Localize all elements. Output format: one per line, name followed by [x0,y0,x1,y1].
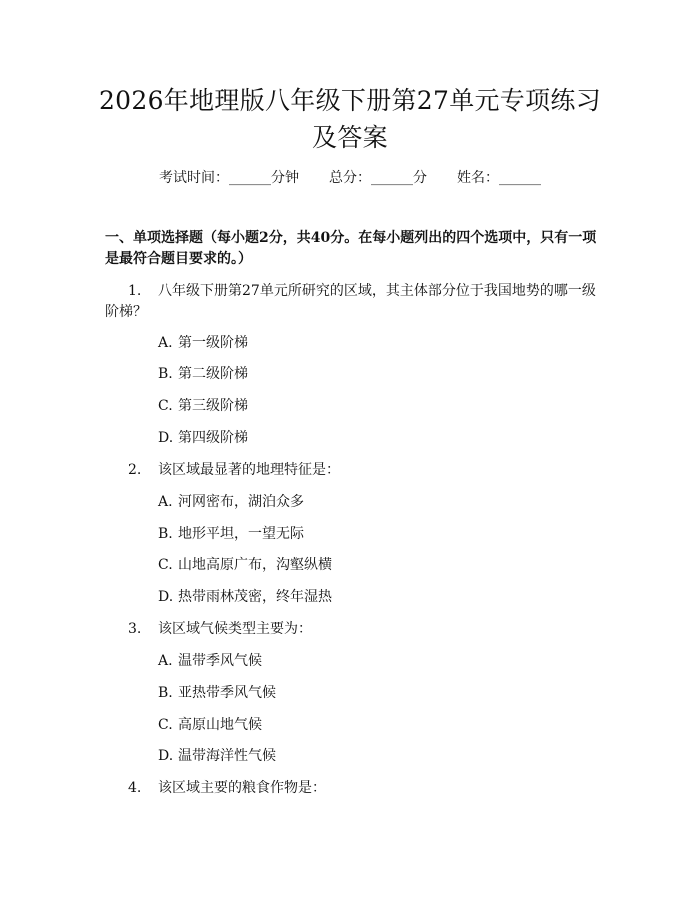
option-letter: B. [158,366,173,382]
question-text: 该区域气候类型主要为： [158,621,312,637]
question-1-continued [105,302,585,323]
option-text: 山地高原广布，沟壑纵横 [178,557,332,573]
exam-time: 考试时间：______分钟 [159,170,299,186]
option-letter: D. [158,748,174,764]
question-number: 3. [128,621,142,637]
option-letter: A. [158,494,173,510]
option-text: 第二级阶梯 [178,366,248,382]
option-letter: C. [158,398,173,414]
document-title: 2026年地理版八年级下册第27单元专项练习及答案 [98,86,602,152]
question-3-option-d [158,746,276,766]
option-text: 温带海洋性气候 [178,748,276,764]
option-letter: B. [158,685,173,701]
option-text: 河网密布，湖泊众多 [178,494,304,510]
question-text: 八年级下册第27单元所研究的区域，其主体部分位于我国地势的哪一级 [158,283,596,299]
question-1-option-b [158,364,248,384]
option-letter: D. [158,589,174,605]
question-1 [128,281,608,302]
option-letter: A. [158,653,173,669]
question-1-option-c [158,396,248,416]
option-letter: A. [158,335,173,351]
option-letter: B. [158,526,173,542]
question-3-option-a [158,651,262,671]
exam-score: 总分：______分 [329,170,427,186]
question-number: 2. [128,462,142,478]
question-2-option-d [158,587,332,607]
option-text: 第四级阶梯 [178,430,248,446]
question-number: 4. [128,780,142,796]
question-1-option-a [158,333,248,353]
exam-meta [0,168,700,188]
question-2 [128,460,608,481]
option-text: 第一级阶梯 [178,335,248,351]
question-2-option-b [158,524,304,544]
option-letter: C. [158,717,173,733]
question-2-option-c [158,555,332,575]
option-text: 第三级阶梯 [178,398,248,414]
option-letter: C. [158,557,173,573]
question-text: 该区域最显著的地理特征是： [158,462,340,478]
question-2-option-a [158,492,304,512]
question-4 [128,778,608,799]
question-3-option-c [158,715,262,735]
option-text: 热带雨林茂密，终年湿热 [178,589,332,605]
option-text: 地形平坦，一望无际 [178,526,304,542]
question-3-option-b [158,683,276,703]
question-text-continued: 阶梯？ [105,304,147,320]
option-text: 亚热带季风气候 [178,685,276,701]
question-text: 该区域主要的粮食作物是： [158,780,326,796]
section-heading: 一、单项选择题（每小题2分，共40分。在每小题列出的四个选项中，只有一项是最符合题目要求的。） [105,230,597,267]
option-letter: D. [158,430,174,446]
option-text: 温带季风气候 [178,653,262,669]
exam-name: 姓名：______ [457,170,541,186]
question-number: 1. [128,283,142,299]
question-3 [128,619,608,640]
question-1-option-d [158,428,248,448]
option-text: 高原山地气候 [178,717,262,733]
